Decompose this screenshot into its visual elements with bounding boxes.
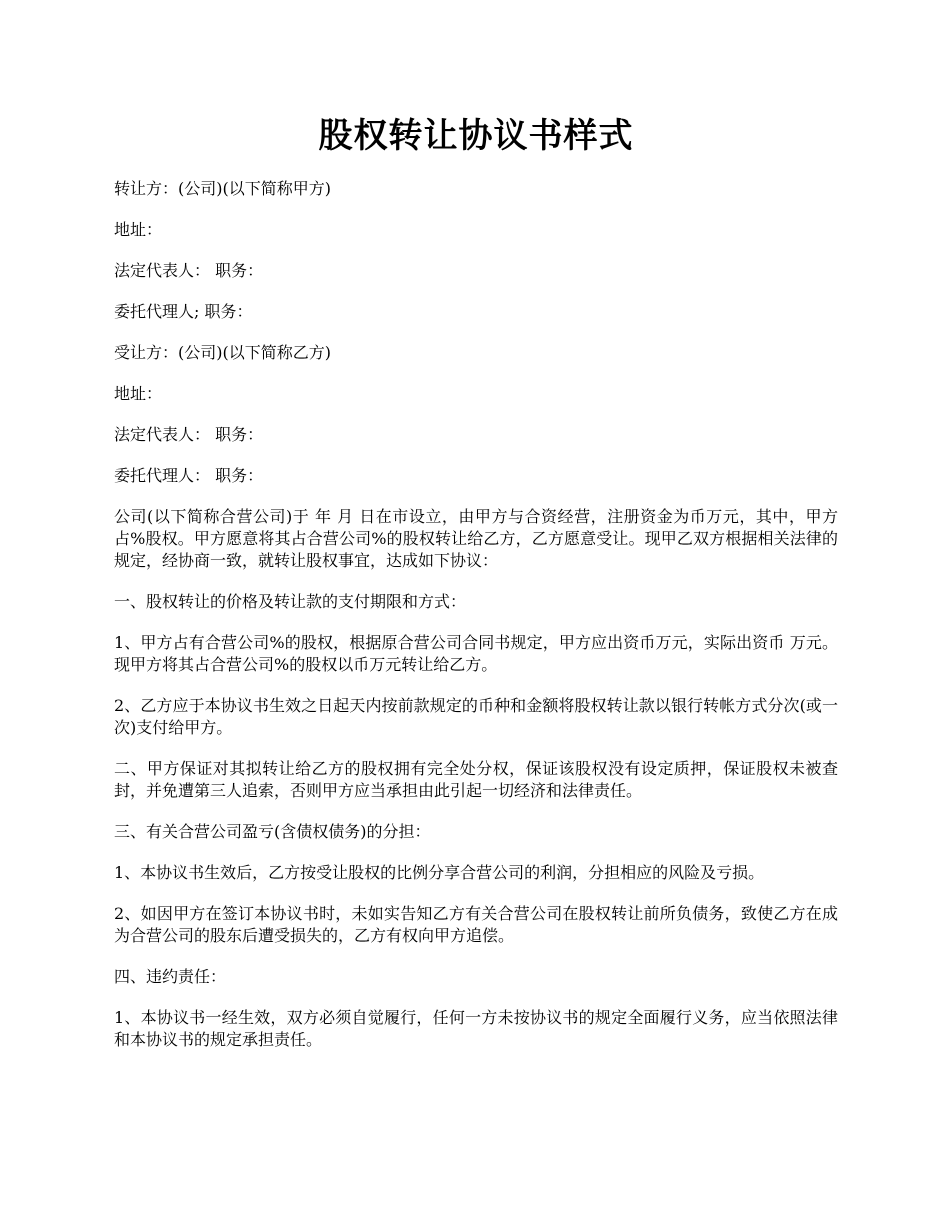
- paragraph-transferor: 转让方：(公司)(以下简称甲方): [114, 179, 331, 198]
- section-heading-profit-loss: 三、有关合营公司盈亏(含债权债务)的分担：: [114, 822, 431, 841]
- paragraph-transferor-address: 地址：: [114, 220, 163, 239]
- paragraph-preamble: 公司(以下简称合营公司)于 年 月 日在市设立，由甲方与合资经营，注册资金为币万元，其中，甲方占%股权。甲方愿意将其占合营公司%的股权转让给乙方，乙方愿意受让。现甲乙双方根据相关法律的规定，经协商一致，就转让股权事宜，达成如下协议：: [114, 507, 838, 570]
- clause-3-2: 2、如因甲方在签订本协议书时，未如实告知乙方有关合营公司在股权转让前所负债务，致使乙方在成为合营公司的股东后遭受损失的，乙方有权向甲方追偿。: [114, 904, 838, 945]
- section-heading-price-payment: 一、股权转让的价格及转让款的支付期限和方式：: [114, 592, 467, 611]
- paragraph-transferee-agent: 委托代理人： 职务：: [114, 466, 264, 485]
- section-heading-liability: 四、违约责任：: [114, 967, 227, 986]
- paragraph-transferee-legal-rep: 法定代表人： 职务：: [114, 425, 264, 444]
- section-warranty: 二、甲方保证对其拟转让给乙方的股权拥有完全处分权，保证该股权没有设定质押，保证股权未被查封，并免遭第三人追索，否则甲方应当承担由此引起一切经济和法律责任。: [114, 759, 838, 800]
- document-title: 股权转让协议书样式: [318, 116, 634, 156]
- paragraph-transferee-address: 地址：: [114, 384, 163, 403]
- clause-1-1: 1、甲方占有合营公司%的股权，根据原合营公司合同书规定，甲方应出资币万元，实际出资币 万元。现甲方将其占合营公司%的股权以币万元转让给乙方。: [114, 633, 838, 674]
- paragraph-transferee: 受让方：(公司)(以下简称乙方): [114, 343, 331, 362]
- clause-3-1: 1、本协议书生效后，乙方按受让股权的比例分享合营公司的利润，分担相应的风险及亏损。: [114, 863, 765, 882]
- clause-4-1: 1、本协议书一经生效，双方必须自觉履行，任何一方未按协议书的规定全面履行义务，应当依照法律和本协议书的规定承担责任。: [114, 1008, 838, 1049]
- paragraph-transferor-legal-rep: 法定代表人： 职务：: [114, 261, 264, 280]
- paragraph-transferor-agent: 委托代理人; 职务：: [114, 302, 253, 321]
- clause-1-2: 2、乙方应于本协议书生效之日起天内按前款规定的币种和金额将股权转让款以银行转帐方式分次(或一次)支付给甲方。: [114, 696, 838, 737]
